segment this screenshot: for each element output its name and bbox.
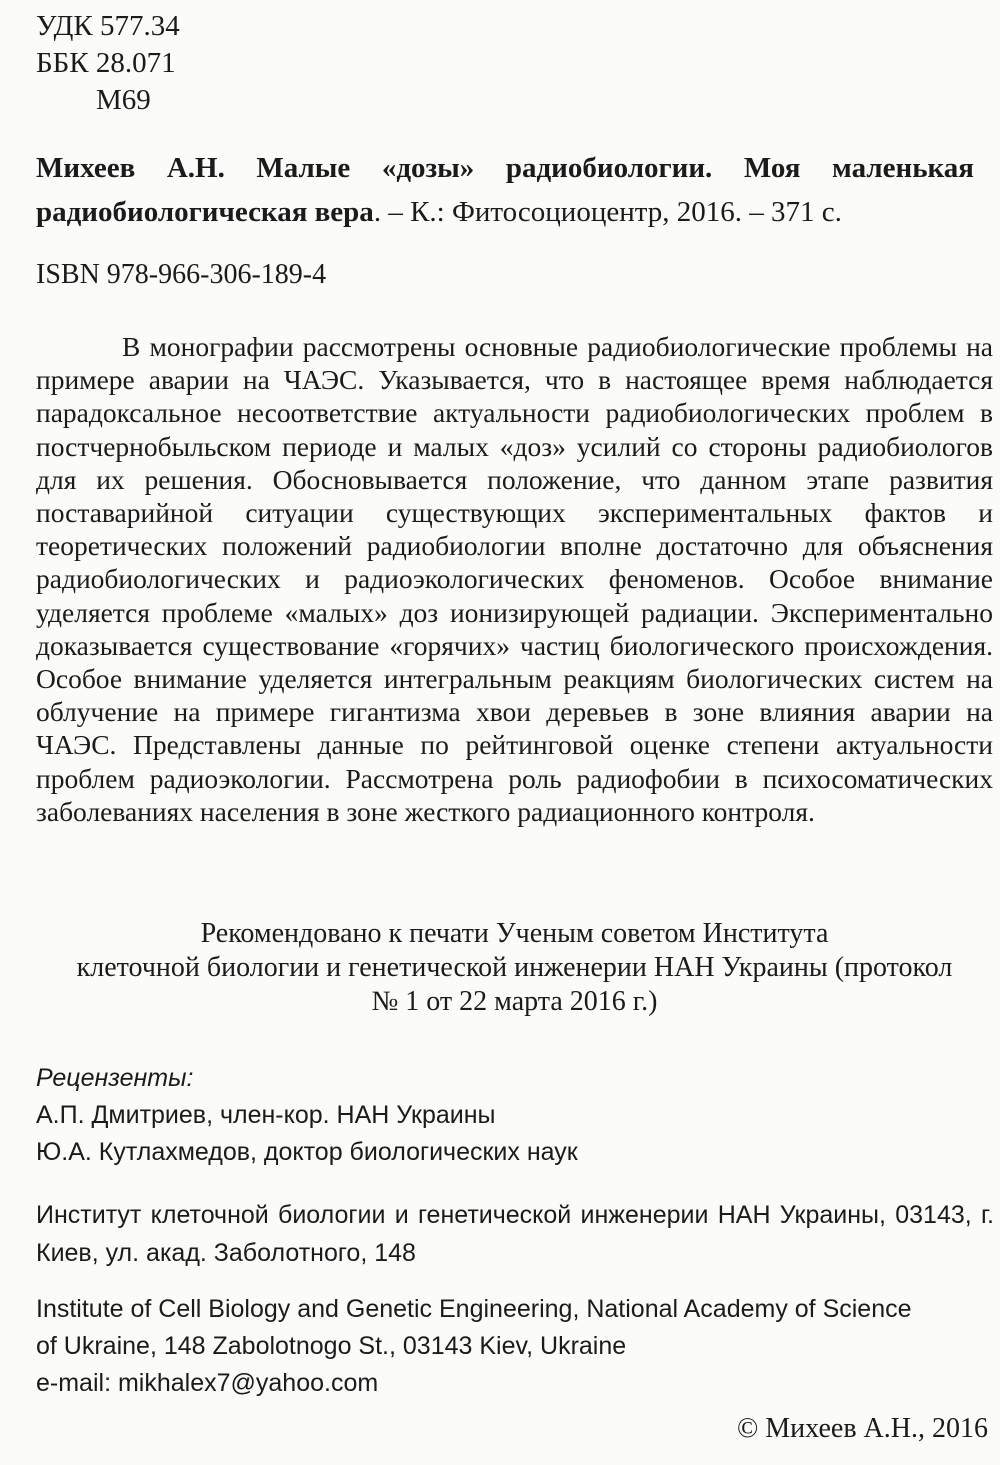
reviewers-label: Рецензенты: [36,1064,194,1092]
contact-email: e-mail: mikhalex7@yahoo.com [36,1369,379,1397]
institute-address-ru: Институт клеточной биологии и генетической инженерии НАН Украины, 03143, г. Киев, ул. акад. Заболотного, 148 [36,1201,994,1267]
institute-address-en [36,1291,996,1402]
author-mark: М69 [96,84,151,116]
bibliographic-record [36,146,974,234]
abstract: В монографии рассмотрены основные радиобиологические проблемы на примере аварии на ЧАЭС. Указывается, что в настоящее время наблюдается парадоксальное несоответствие актуальности радиобиологических проблем в постчернобыльском периоде и малых «доз» усилий со стороны радиобиологов для их решения. Обосновывается положение, что данном этапе развития поставарийной ситуации существующих экспериментальных фактов и теоретических положений радиобиологии вполне достаточно для объяснения радиобиологических и радиоэкологических феноменов. Особое внимание уделяется проблеме «малых» доз ионизирующей радиации. Экспериментально доказывается существование «горячих» частиц биологического происхождения. Особое внимание уделяется интегральным реакциям биологических систем на облучение на примере гигантизма хвои деревьев в зоне влияния аварии на ЧАЭС. Представлены данные по рейтинговой оценке степени актуальности проблем радиоэкологии. Рассмотрена роль радиофобии в психосоматических заболеваниях населения в зоне жесткого радиационного контроля. [36,331,993,827]
udk-code: УДК 577.34 [36,10,180,42]
biblio-title: Михеев А.Н. Малые «дозы» радиобиологии. Моя маленькая радиобиологическая вера [36,152,974,228]
recommendation-line-2: клеточной биологии и генетической инженерии НАН Украины (протокол [76,952,953,983]
recommendation-line-3: № 1 от 22 марта 2016 г.) [371,986,658,1017]
biblio-imprint: . – К.: Фитосоциоцентр, 2016. – 371 с. [373,196,842,228]
bbk-code: ББК 28.071 [36,47,176,79]
isbn: ISBN 978-966-306-189-4 [36,259,327,290]
institute-en-line-2: of Ukraine, 148 Zabolotnogo St., 03143 Kiev, Ukraine [36,1332,627,1360]
reviewers [36,1060,578,1171]
copyright: © Михеев А.Н., 2016 [737,1413,988,1444]
institute-en-line-1: Institute of Cell Biology and Genetic Engineering, National Academy of Science [36,1295,912,1323]
reviewer-2: Ю.А. Кутлахмедов, доктор биологических наук [36,1138,578,1166]
reviewer-1: А.П. Дмитриев, член-кор. НАН Украины [36,1101,496,1129]
recommendation-line-1: Рекомендовано к печати Ученым советом Института [200,918,829,949]
recommendation-note [36,917,993,1019]
classification-codes [36,8,180,119]
